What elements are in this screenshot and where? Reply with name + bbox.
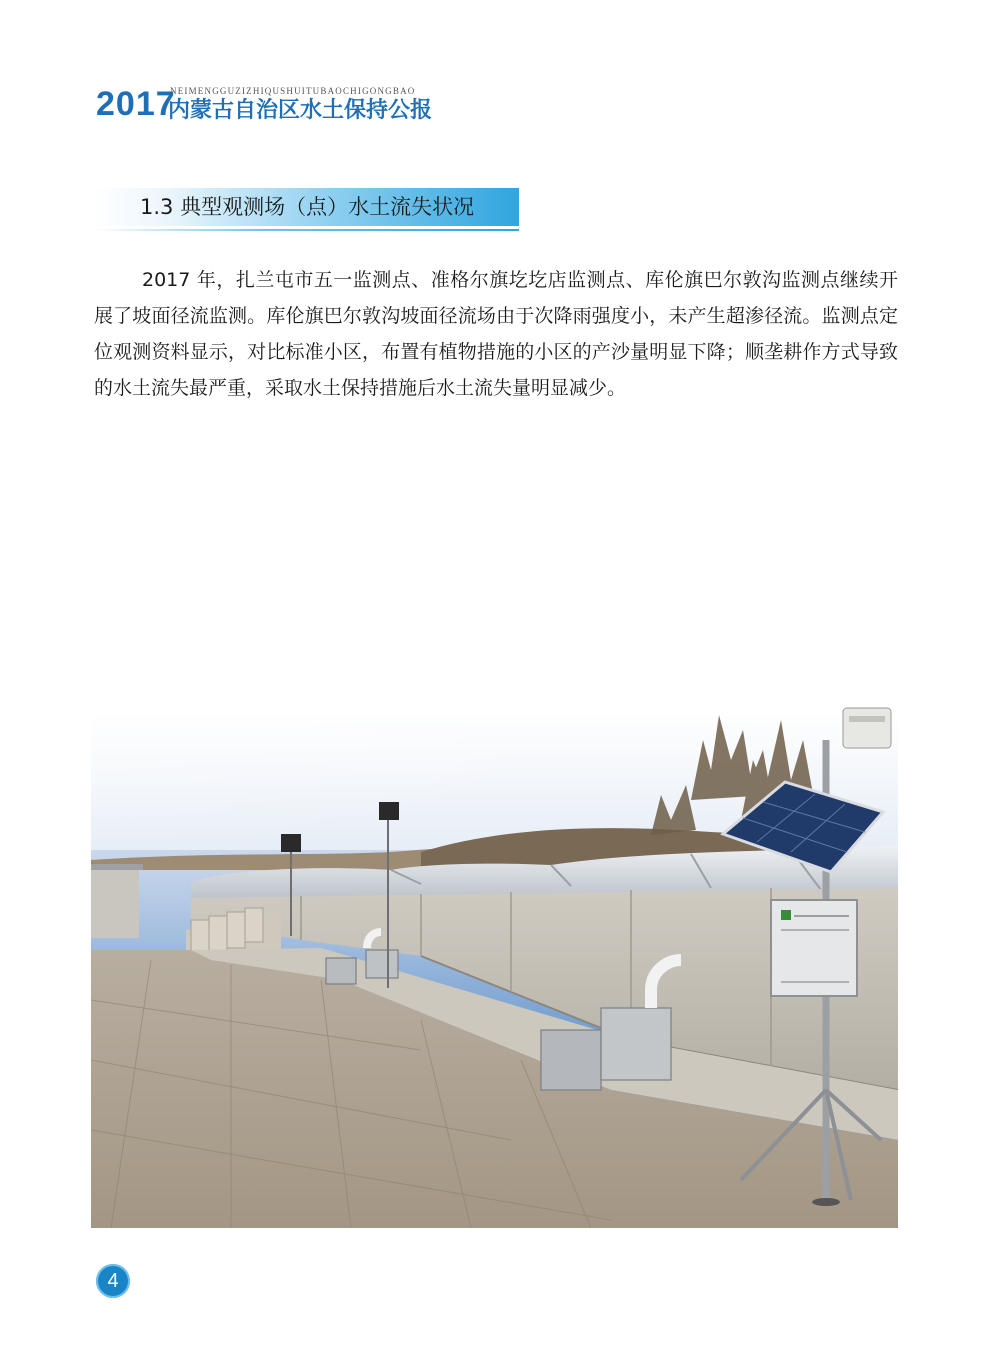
report-title: 内蒙古自治区水土保持公报 bbox=[168, 98, 433, 123]
page-number-badge: 4 bbox=[96, 1264, 130, 1298]
report-pinyin-title: NEIMENGGUZIZHIQUSHUITUBAOCHIGONGBAO bbox=[170, 86, 416, 96]
monitoring-station-photo bbox=[91, 620, 898, 1228]
body-paragraph: 2017 年，扎兰屯市五一监测点、准格尔旗圪圪店监测点、库伦旗巴尔敦沟监测点继续开展了坡面径流监测。库伦旗巴尔敦沟坡面径流场由于次降雨强度小，未产生超渗径流。监测点定位观测资料显示，对比标准小区，布置有植物措施的小区的产沙量明显下降；顺垄耕作方式导致的水土流失最严重，采取水土保持措施后水土流失量明显减少。 bbox=[94, 269, 898, 399]
report-year: 2017 bbox=[96, 85, 176, 123]
section-banner-underline bbox=[95, 229, 519, 231]
section-heading: 1.3 典型观测场（点）水土流失状况 bbox=[140, 195, 475, 219]
